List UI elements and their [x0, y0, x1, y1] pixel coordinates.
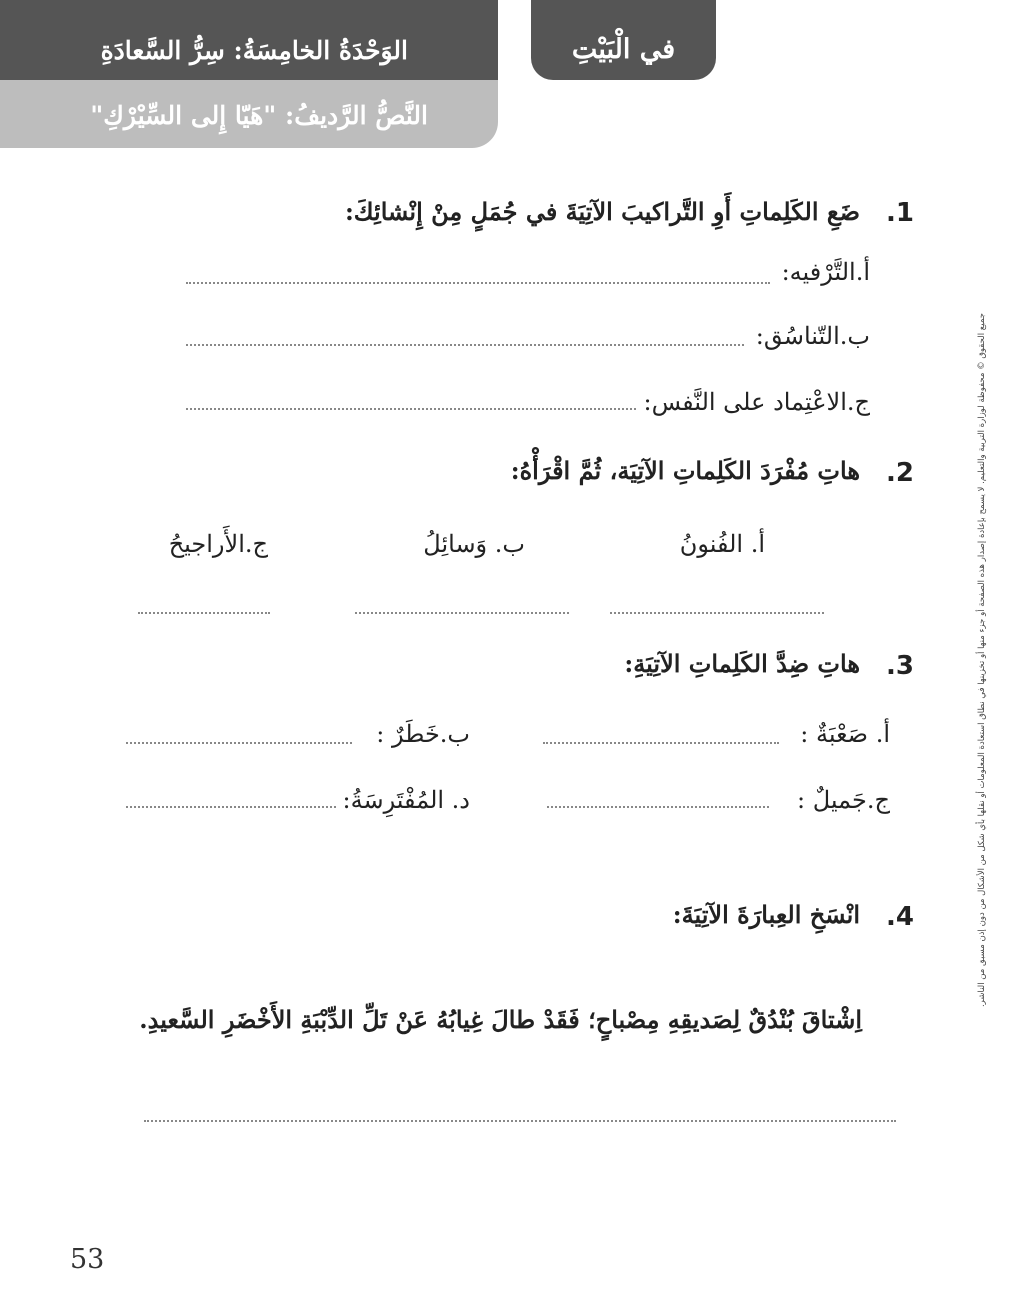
- answer-line[interactable]: [186, 282, 770, 284]
- q3-item-b: ب.خَطَرٌ :: [376, 720, 470, 748]
- q2-item-c: ج.الأَراجيحُ: [168, 530, 268, 558]
- q3-item-d: د. المُفْتَرِسَةُ:: [342, 786, 470, 814]
- answer-line[interactable]: [144, 1120, 896, 1122]
- answer-line[interactable]: [547, 806, 769, 808]
- answer-line[interactable]: [138, 612, 270, 614]
- page-number: 53: [70, 1244, 105, 1275]
- text-title: النَّصُّ الرَّديفُ: "هَيّا إِلى السِّيْرْكِ": [90, 101, 428, 130]
- q1-item-a: أ.التَّرْفيه:: [781, 258, 870, 286]
- section-label: في الْبَيْتِ: [571, 34, 676, 65]
- q4-prompt: انْسَخِ العِبارَةَ الآتِيَةَ:: [672, 900, 860, 929]
- answer-line[interactable]: [186, 408, 636, 410]
- q2-item-b: ب. وَسائِلُ: [423, 530, 525, 558]
- q1-item-b: ب.التّناسُق:: [755, 322, 870, 350]
- q3-number: .3: [886, 651, 914, 681]
- answer-line[interactable]: [543, 742, 779, 744]
- q3-item-c: ج.جَميلٌ :: [797, 786, 890, 814]
- q1-number: .1: [886, 198, 914, 228]
- q3-prompt: هاتِ ضِدَّ الكَلِماتِ الآتِيَةِ:: [624, 649, 860, 678]
- q1-item-c: ج.الاعْتِماد على النَّفس:: [643, 388, 870, 416]
- q4-number: .4: [886, 902, 914, 932]
- answer-line[interactable]: [355, 612, 569, 614]
- answer-line[interactable]: [186, 344, 744, 346]
- answer-line[interactable]: [126, 806, 336, 808]
- answer-line[interactable]: [610, 612, 824, 614]
- answer-line[interactable]: [126, 742, 352, 744]
- q2-prompt: هاتِ مُفْرَدَ الكَلِماتِ الآتِيَة، ثُمَّ اقْرَأْهُ:: [510, 456, 860, 485]
- copyright-note: جميع الحقوق © محفوظة لوزارة التربية والتعليم. لا يسمح بإعادة إصدار هذه الصفحة أو جزء منها أو تخزينها في نطاق استعادة المعلومات أو نقلها بأي شكل من الأشكال من دون إذن مسبق من الناشر.: [977, 312, 987, 1008]
- q2-number: .2: [886, 458, 914, 488]
- q1-prompt: ضَعِ الكَلِماتِ أَوِ التَّراكيبَ الآتِيَةَ في جُمَلٍ مِنْ إِنْشائِكَ:: [344, 197, 860, 226]
- copy-sentence: اِشْتاقَ بُنْدُقٌ لِصَديقِهِ مِصْباحٍ؛ فَقَدْ طالَ غِيابُهُ عَنْ تَلِّ الدِّبْبَةِ الأَخْضَرِ السَّعيدِ.: [139, 1005, 862, 1034]
- q3-item-a: أ. صَعْبَةٌ :: [800, 720, 890, 748]
- q2-item-a: أ. الفُنونُ: [679, 530, 765, 558]
- unit-title: الوَحْدَةُ الخامِسَةُ: سِرُّ السَّعادَةِ: [100, 36, 408, 65]
